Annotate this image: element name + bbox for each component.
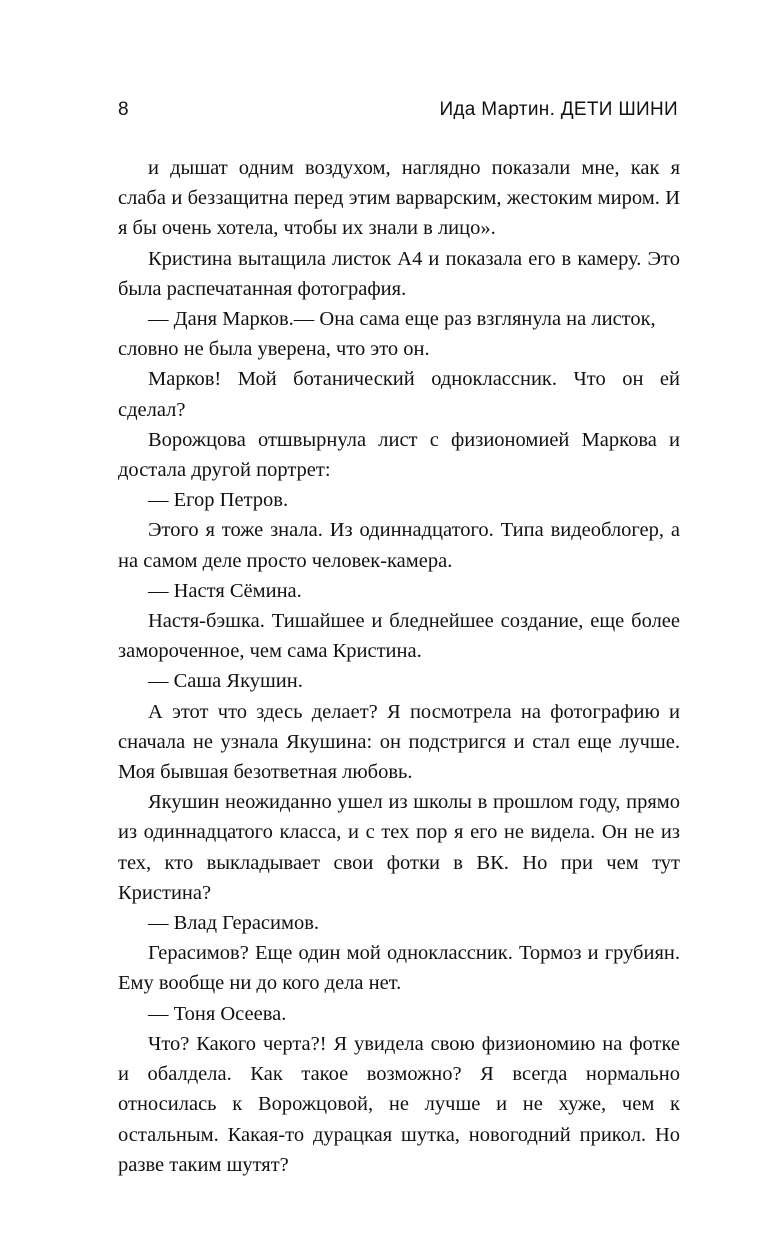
- paragraph: Ворожцова отшвырнула лист с физиономией Маркова и достала другой портрет:: [118, 428, 680, 482]
- running-head: [439, 95, 678, 125]
- paragraph: А этот что здесь делает? Я посмотрела на фотографию и сначала не узнала Якушина: он подстригся и стал еще лучше. Моя бывшая безответная любовь.: [118, 700, 680, 784]
- paragraph: Что? Какого черта?! Я увидела свою физиономию на фотке и обалдела. Как такое возможно? Я всегда нормально относилась к Ворожцовой, не лучше и не хуже, чем к остальным. Какая-то дурацкая шутка, новогодний прикол. Но разве таким шутят?: [118, 1032, 680, 1176]
- dialogue-line: — Влад Герасимов.: [148, 912, 320, 935]
- paragraph: Этого я тоже знала. Из одиннадцатого. Типа видеоблогер, а на самом деле просто человек-камера.: [118, 519, 680, 572]
- dialogue-line: — Настя Сёмина.: [148, 579, 302, 602]
- paragraph: Кристина вытащила листок А4 и показала его в камеру. Это была распечатанная фотография.: [118, 247, 680, 300]
- page-number: 8: [118, 99, 129, 120]
- paragraph: Герасимов? Еще один мой одноклассник. Тормоз и грубиян. Ему вообще ни до кого дела нет.: [118, 942, 680, 995]
- book-title: ДЕТИ ШИНИ: [560, 99, 678, 120]
- dialogue-line: — Даня Марков.— Она сама еще раз взглянула на листок, словно не была уверена, что это он.: [118, 308, 656, 361]
- body-text: [118, 153, 680, 1180]
- author-name: Ида Мартин.: [439, 99, 556, 120]
- paragraph: Марков! Мой ботанический одноклассник. Что он ей сделал?: [118, 368, 680, 421]
- dialogue-line: — Егор Петров.: [148, 489, 289, 512]
- paragraph: и дышат одним воздухом, наглядно показали мне, как я слаба и беззащитна перед этим варварским, жестоким миром. И я бы очень хотела, чтобы их знали в лицо».: [118, 157, 680, 240]
- dialogue-line: — Тоня Осеева.: [148, 1002, 287, 1025]
- dialogue-line: — Саша Якушин.: [148, 670, 303, 693]
- paragraph: Настя-бэшка. Тишайшее и бледнейшее создание, еще более замороченное, чем сама Кристина.: [118, 610, 680, 663]
- page-header: [118, 95, 678, 125]
- paragraph: Якушин неожиданно ушел из школы в прошлом году, прямо из одиннадцатого класса, и с тех пор я его не видела. Он не из тех, кто выкладывает свои фотки в ВК. Но при чем тут Кристина?: [118, 791, 680, 904]
